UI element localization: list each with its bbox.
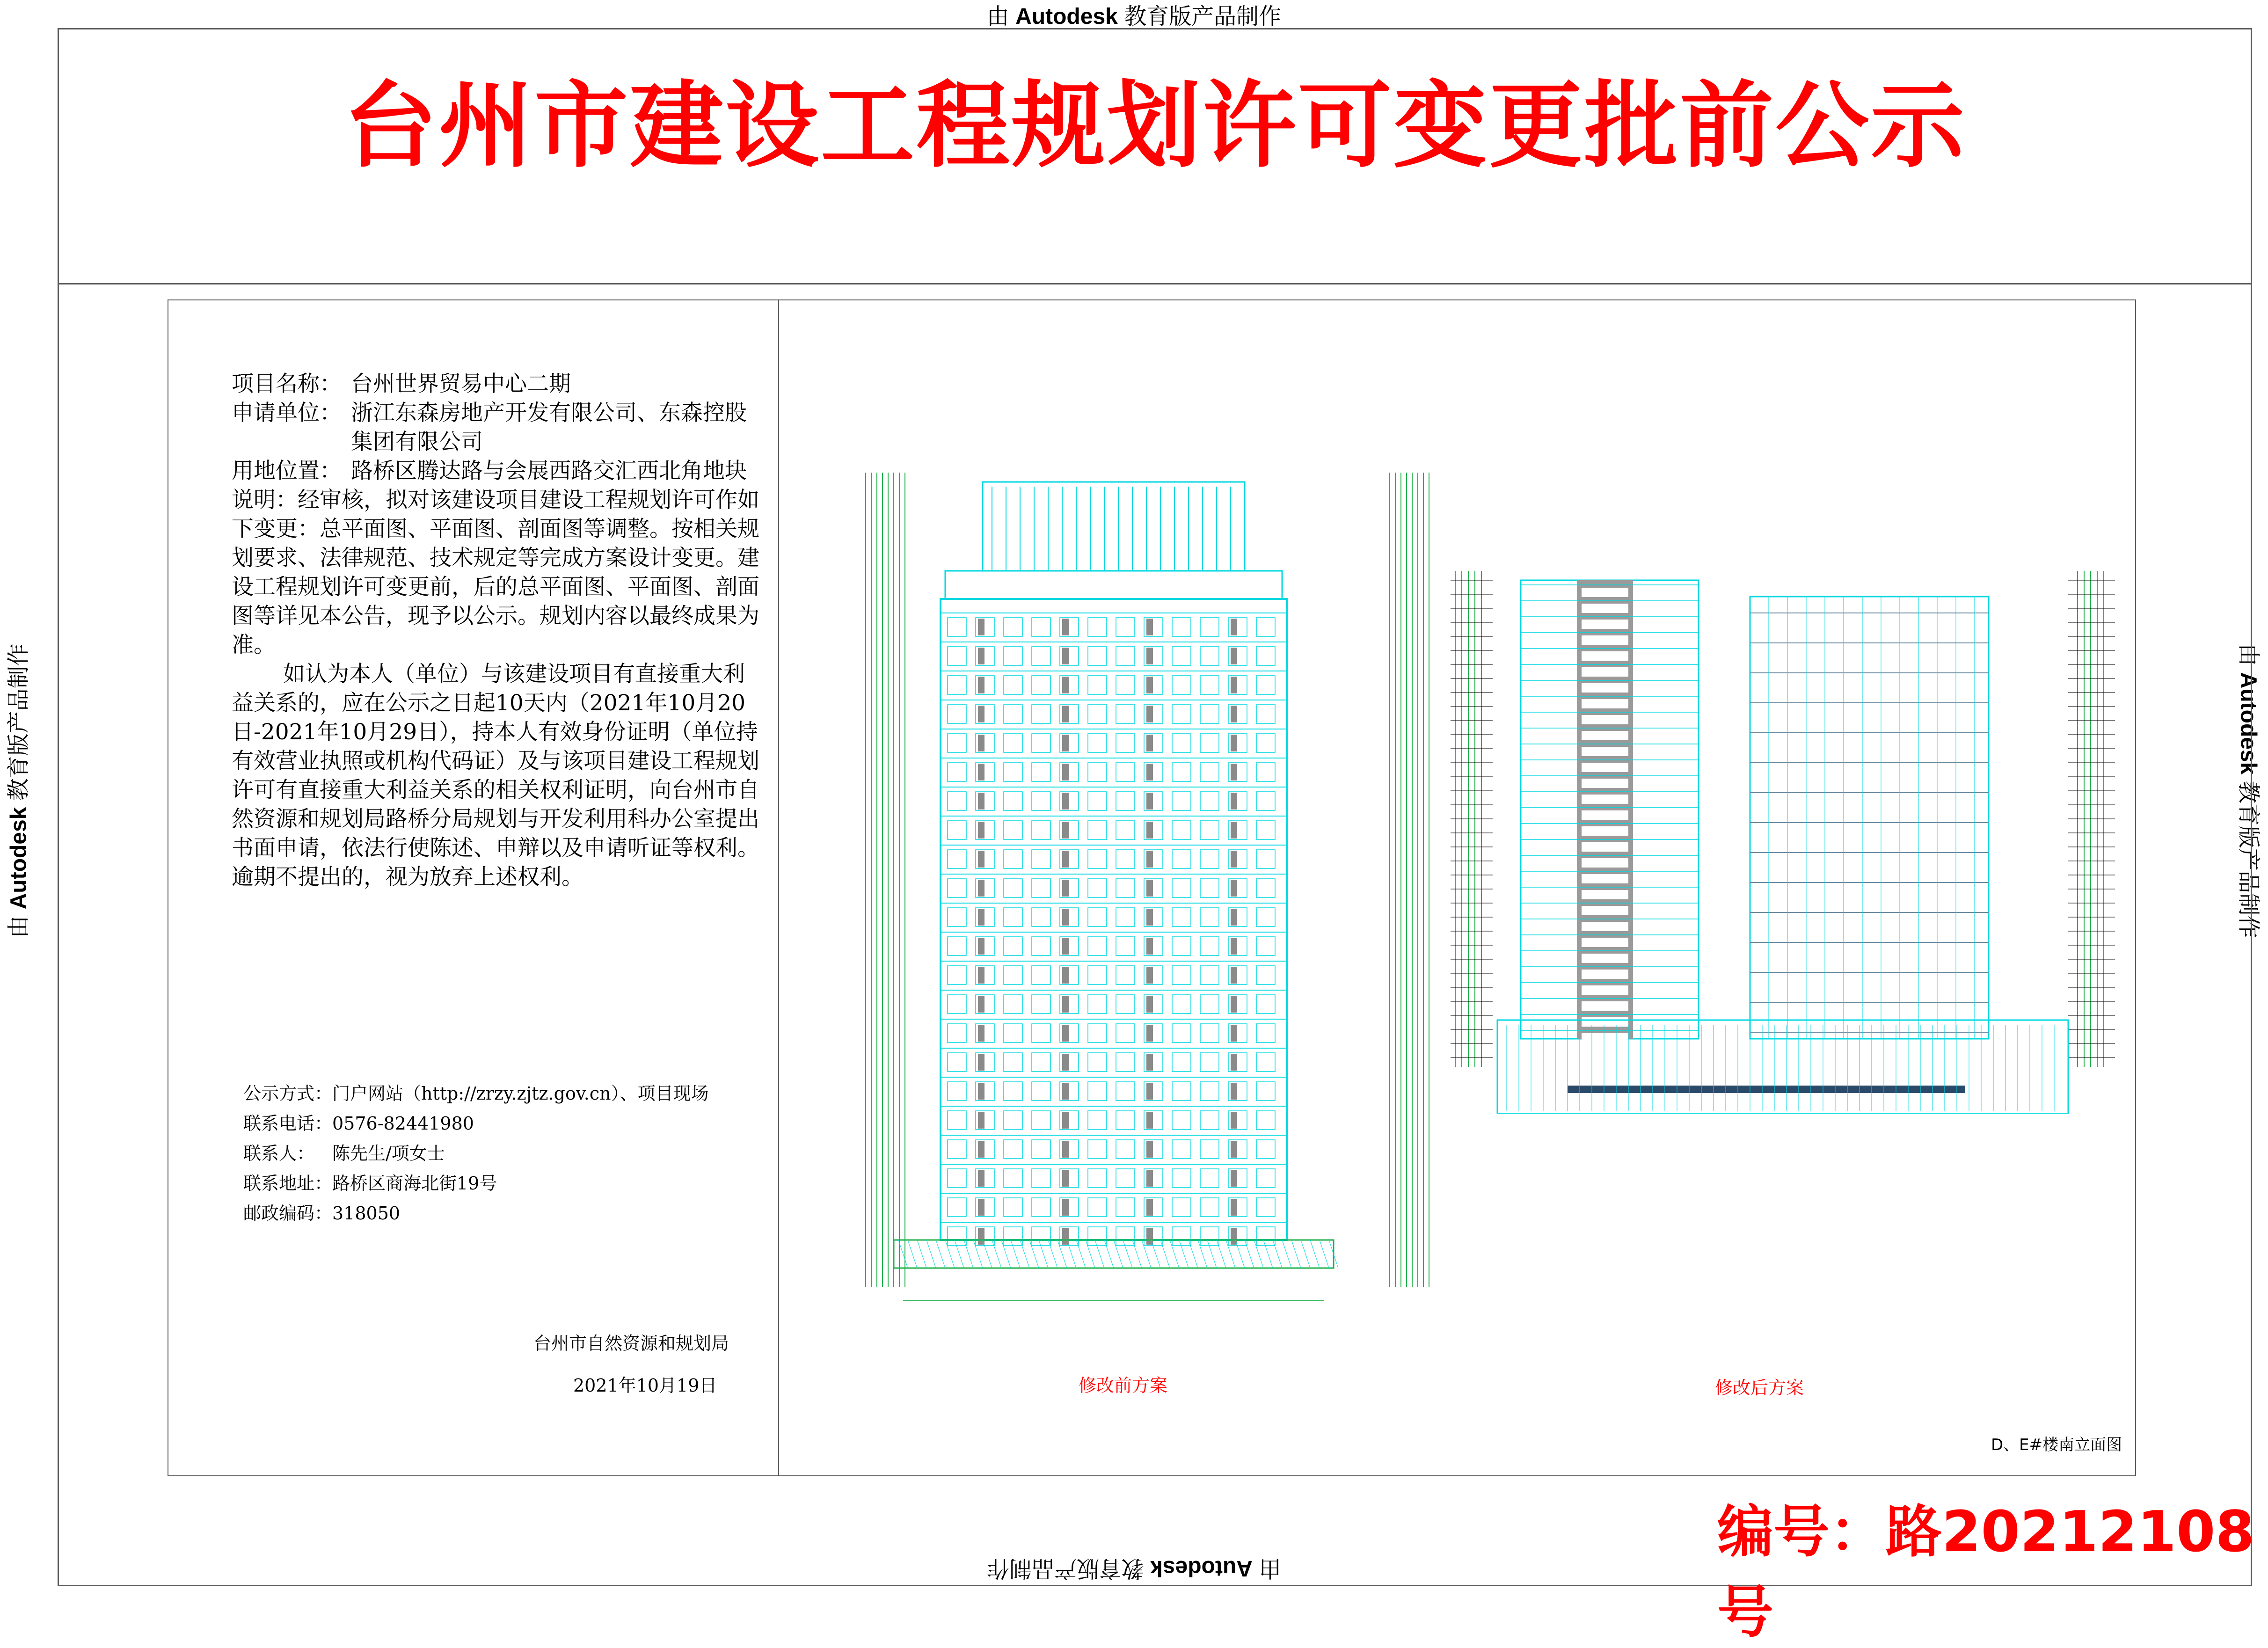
contact-address: 路桥区商海北街19号 bbox=[332, 1173, 497, 1194]
applicant-row bbox=[232, 399, 760, 457]
notice-number: 编号：路20212108号 bbox=[1717, 1500, 2254, 1645]
contact-phone-row bbox=[243, 1108, 709, 1138]
title-divider bbox=[58, 283, 2252, 284]
project-name: 台州世界贸易中心二期 bbox=[351, 371, 571, 397]
contact-method-row bbox=[243, 1079, 709, 1108]
figure-title: D、E#楼南立面图 bbox=[1991, 1436, 2122, 1454]
location-row bbox=[232, 457, 760, 486]
elevation-before-drawing bbox=[856, 435, 1446, 1324]
page-title: 台州市建设工程规划许可变更批前公示 bbox=[343, 72, 1966, 181]
location-label: 用地位置： bbox=[232, 458, 342, 484]
column-divider bbox=[778, 299, 779, 1476]
contact-block bbox=[243, 1079, 709, 1228]
contact-postcode-row bbox=[243, 1198, 709, 1228]
issuer: 台州市自然资源和规划局 bbox=[533, 1333, 729, 1354]
project-name-label: 项目名称： bbox=[232, 371, 342, 397]
autodesk-watermark-bottom: 由 Autodesk 教育版产品制作 bbox=[986, 1556, 1282, 1581]
contact-person: 陈先生/项女士 bbox=[332, 1143, 445, 1164]
notice-text bbox=[232, 370, 760, 892]
after-scheme-caption: 修改后方案 bbox=[1715, 1378, 1804, 1398]
autodesk-watermark-right: 由 Autodesk 教育版产品制作 bbox=[2236, 643, 2261, 938]
autodesk-watermark-top: 由 Autodesk 教育版产品制作 bbox=[986, 4, 1282, 29]
applicant: 浙江东森房地产开发有限公司、东森控股集团有限公司 bbox=[351, 400, 747, 455]
contact-phone: 0576-82441980 bbox=[332, 1113, 474, 1134]
contact-method: 门户网站（http://zrzy.zjtz.gov.cn）、项目现场 bbox=[332, 1083, 709, 1104]
contact-method-label: 公示方式： bbox=[243, 1083, 333, 1104]
location: 路桥区腾达路与会展西路交汇西北角地块 bbox=[351, 458, 747, 484]
before-scheme-caption: 修改前方案 bbox=[1079, 1375, 1168, 1396]
applicant-label: 申请单位： bbox=[232, 400, 342, 426]
elevation-after-drawing bbox=[1441, 552, 2124, 1114]
project-name-row bbox=[232, 370, 760, 399]
contact-address-label: 联系地址： bbox=[243, 1173, 333, 1194]
contact-person-row bbox=[243, 1138, 709, 1168]
contact-address-row bbox=[243, 1168, 709, 1198]
description: 说明：经审核，拟对该建设项目建设工程规划许可作如下变更：总平面图、平面图、剖面图等调整。按相关规划要求、法律规范、技术规定等完成方案设计变更。建设工程规划许可变更前，后的总平面图、平面图、剖面图等详见本公告，现予以公示。规划内容以最终成果为准。 bbox=[232, 487, 759, 658]
contact-person-label: 联系人： bbox=[243, 1143, 315, 1164]
contact-postcode-label: 邮政编码： bbox=[243, 1203, 333, 1224]
contact-postcode: 318050 bbox=[332, 1203, 401, 1224]
issue-date: 2021年10月19日 bbox=[573, 1375, 717, 1396]
rights-notice: 如认为本人（单位）与该建设项目有直接重大利益关系的，应在公示之日起10天内（2021年10月20日-2021年10月29日），持本人有效身份证明（单位持有效营业执照或机构代码证）及与该项目建设工程规划许可有直接重大利益关系的相关权利证明，向台州市自然资源和规划局路桥分局规划与开发利用科办公室提出书面申请，依法行使陈述、申辩以及申请听证等权利。逾期不提出的，视为放弃上述权利。 bbox=[232, 661, 759, 890]
autodesk-watermark-left: 由 Autodesk 教育版产品制作 bbox=[6, 643, 31, 938]
contact-phone-label: 联系电话： bbox=[243, 1113, 333, 1134]
